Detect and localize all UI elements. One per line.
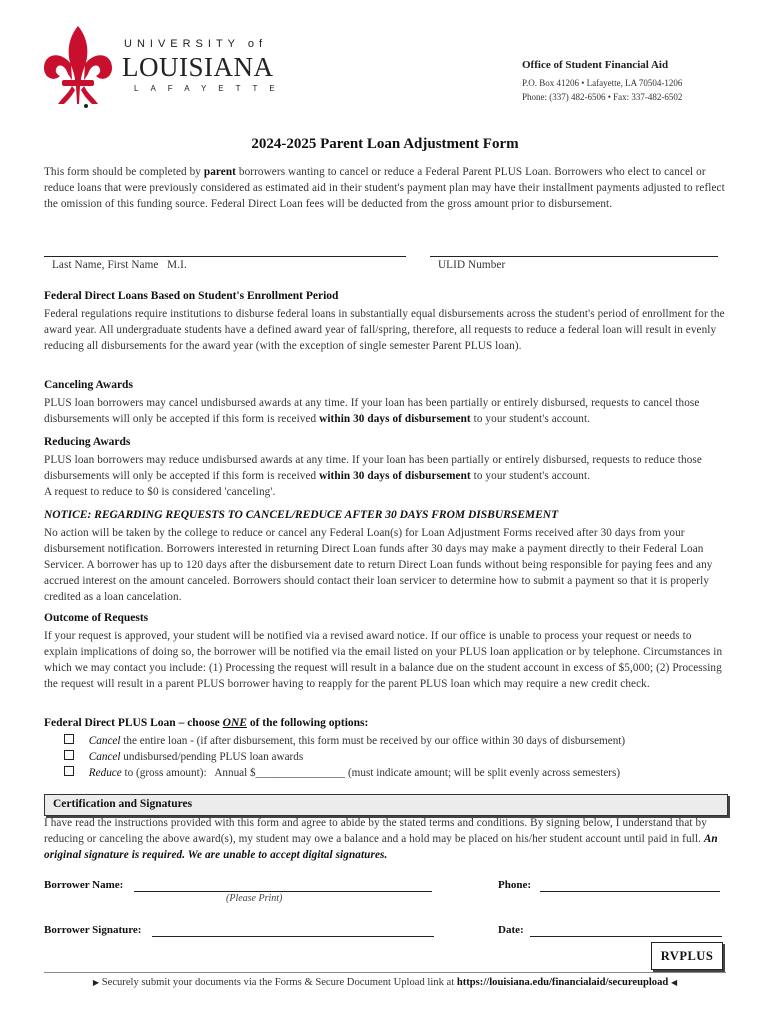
canceling-text-post: to your student's account.: [470, 413, 591, 425]
caret-left-icon: ◀: [670, 978, 678, 987]
options-heading-pre: Federal Direct PLUS Loan – choose: [44, 717, 223, 729]
outcome-text: If your request is approved, your student will be notified via a revised award notice. If our office is unable to process your request or needs to explain implications of doing so, the borrower will be notified via the email listed on your PLUS loan application or by telephone. Circumstances in which we may contact you include: (1) Processing the request will result in a balance due on the student account in excess of $5,000; (2) Processing the request will result in a parent PLUS borrower having to reapply for the parent PLUS loan which may require a new credit check.: [44, 630, 723, 690]
option-text: to (gross amount): Annual $________________ (must indicate amount; will be split evenly across semesters): [121, 767, 621, 779]
notice-heading: NOTICE: REGARDING REQUESTS TO CANCEL/REDUCE AFTER 30 DAYS FROM DISBURSEMENT: [44, 509, 559, 521]
intro-bold: parent: [203, 166, 236, 178]
option-cancel-undisbursed[interactable]: [64, 749, 734, 765]
caret-right-icon: ▶: [92, 978, 100, 987]
certification-header-box: [44, 794, 728, 816]
option-label: Cancel: [88, 751, 121, 763]
borrower-name-line[interactable]: [134, 891, 432, 892]
borrower-signature-line[interactable]: [152, 936, 434, 937]
canceling-text: [44, 395, 728, 427]
form-code: RVPLUS: [660, 949, 714, 963]
checkbox[interactable]: [64, 766, 74, 776]
fleur-de-lis-icon: [38, 24, 118, 110]
please-print-note: (Please Print): [226, 893, 283, 904]
reducing-heading: Reducing Awards: [44, 436, 131, 448]
notice-text: No action will be taken by the college to reduce or cancel any Federal Loan(s) for Loan Adjustment Forms received after 30 days from your disbursement notification. Borrowers interested in returning Direct Loan funds after 30 days may make a payment directly to their Federal Loan Servicer. A borrower has up to 120 days after the disbursement date to return Direct Loan funds without being responsible for paying fees and any accrued interest on the amount canceled. Borrowers should contact their loan servicer to determine how to submit a payment so that it is properly credited as a loan cancelation.: [44, 527, 713, 603]
form-title: 2024-2025 Parent Loan Adjustment Form: [251, 136, 519, 152]
intro-paragraph: [44, 164, 728, 212]
upload-link[interactable]: https://louisiana.edu/financialaid/secureupload: [456, 977, 669, 988]
reducing-text-post: to your student's account.: [470, 470, 591, 482]
canceling-text-pre: PLUS loan borrowers may cancel undisbursed awards at any time. If your loan has been partially or entirely disbursed, requests to cancel those disbursements will only be accepted if this form is received: [44, 397, 700, 425]
canceling-heading: Canceling Awards: [44, 379, 133, 391]
outcome-heading: Outcome of Requests: [44, 612, 149, 624]
phone-label: Phone:: [498, 879, 531, 891]
form-code-box: [651, 942, 723, 970]
office-name: Office of Student Financial Aid: [522, 59, 669, 71]
option-reduce[interactable]: [64, 765, 734, 781]
university-name-top: UNIVERSITY of: [124, 38, 268, 50]
option-label: Cancel: [88, 735, 121, 747]
university-name-bottom: LAFAYETTE: [134, 84, 287, 93]
certification-heading: Certification and Signatures: [53, 798, 193, 810]
option-text: the entire loan - (if after disbursement, this form must be received by our office within 30 days of disbursement): [120, 735, 626, 747]
reducing-text-pre: PLUS loan borrowers may reduce undisbursed awards at any time. If your loan has been partially or entirely disbursed, requests to reduce those disbursements will only be accepted if this form is received: [44, 454, 702, 482]
option-cancel-entire[interactable]: [64, 733, 734, 749]
ulid-label: ULID Number: [438, 259, 506, 271]
university-name-main: LOUISIANA: [122, 52, 274, 82]
borrower-signature-label: Borrower Signature:: [44, 924, 142, 936]
checkbox[interactable]: [64, 750, 74, 760]
enrollment-text: Federal regulations require institutions to disburse federal loans in substantially equal disbursements across the student's period of enrollment for the award year. All undergraduate students have a defined award year of fall/spring, therefore, all requests to reduce a federal loan will result in evenly reducing all disbursements for the award year (with the exception of single semester Parent PLUS loan).: [44, 308, 725, 352]
enrollment-heading: Federal Direct Loans Based on Student's Enrollment Period: [44, 290, 339, 302]
borrower-name-label: Borrower Name:: [44, 879, 124, 891]
reducing-deadline: within 30 days of disbursement: [319, 470, 471, 482]
option-label: Reduce: [88, 767, 122, 779]
certification-text: [44, 815, 728, 863]
office-contact: Phone: (337) 482-6506 • Fax: 337-482-6502: [522, 92, 683, 102]
office-info: [522, 58, 742, 103]
reducing-note: A request to reduce to $0 is considered 'canceling'.: [44, 486, 276, 498]
university-logo: [38, 24, 287, 110]
options-list: [64, 733, 734, 781]
intro-text: This form should be completed by: [44, 166, 204, 178]
footer-text: Securely submit your documents via the Forms & Secure Document Upload link at: [101, 977, 457, 988]
name-label: Last Name, First Name M.I.: [52, 259, 187, 271]
checkbox[interactable]: [64, 734, 74, 744]
option-text: undisbursed/pending PLUS loan awards: [120, 751, 304, 763]
options-heading-emphasis: ONE: [222, 717, 247, 729]
intro-text-rest: borrowers wanting to cancel or reduce a Federal Parent PLUS Loan. Borrowers who elect to cancel or reduce loans that were previously considered as estimated aid in their student's payment plan may have their installment payments adjusted to reflect the omission of this funding source. Federal Direct Loan fees will be deducted from the gross amount prior to disbursement.: [44, 166, 725, 210]
footer: [0, 977, 770, 988]
options-heading: [44, 717, 368, 729]
office-address: P.O. Box 41206 • Lafayette, LA 70504-1206: [522, 78, 683, 88]
certification-body: I have read the instructions provided with this form and agree to abide by the stated terms and conditions. By signing below, I understand that by reducing or canceling the above award(s), my student may owe a balance and a hold may be placed on his/her student account until paid in full.: [44, 817, 707, 845]
options-heading-post: of the following options:: [246, 717, 369, 729]
date-label: Date:: [498, 924, 524, 936]
date-line[interactable]: [530, 936, 722, 937]
footer-divider: [44, 972, 726, 973]
phone-line[interactable]: [540, 891, 720, 892]
signature-requirement: An original signature is required. We are unable to accept digital signatures.: [44, 833, 718, 861]
reducing-text: [44, 452, 728, 500]
canceling-deadline: within 30 days of disbursement: [319, 413, 471, 425]
